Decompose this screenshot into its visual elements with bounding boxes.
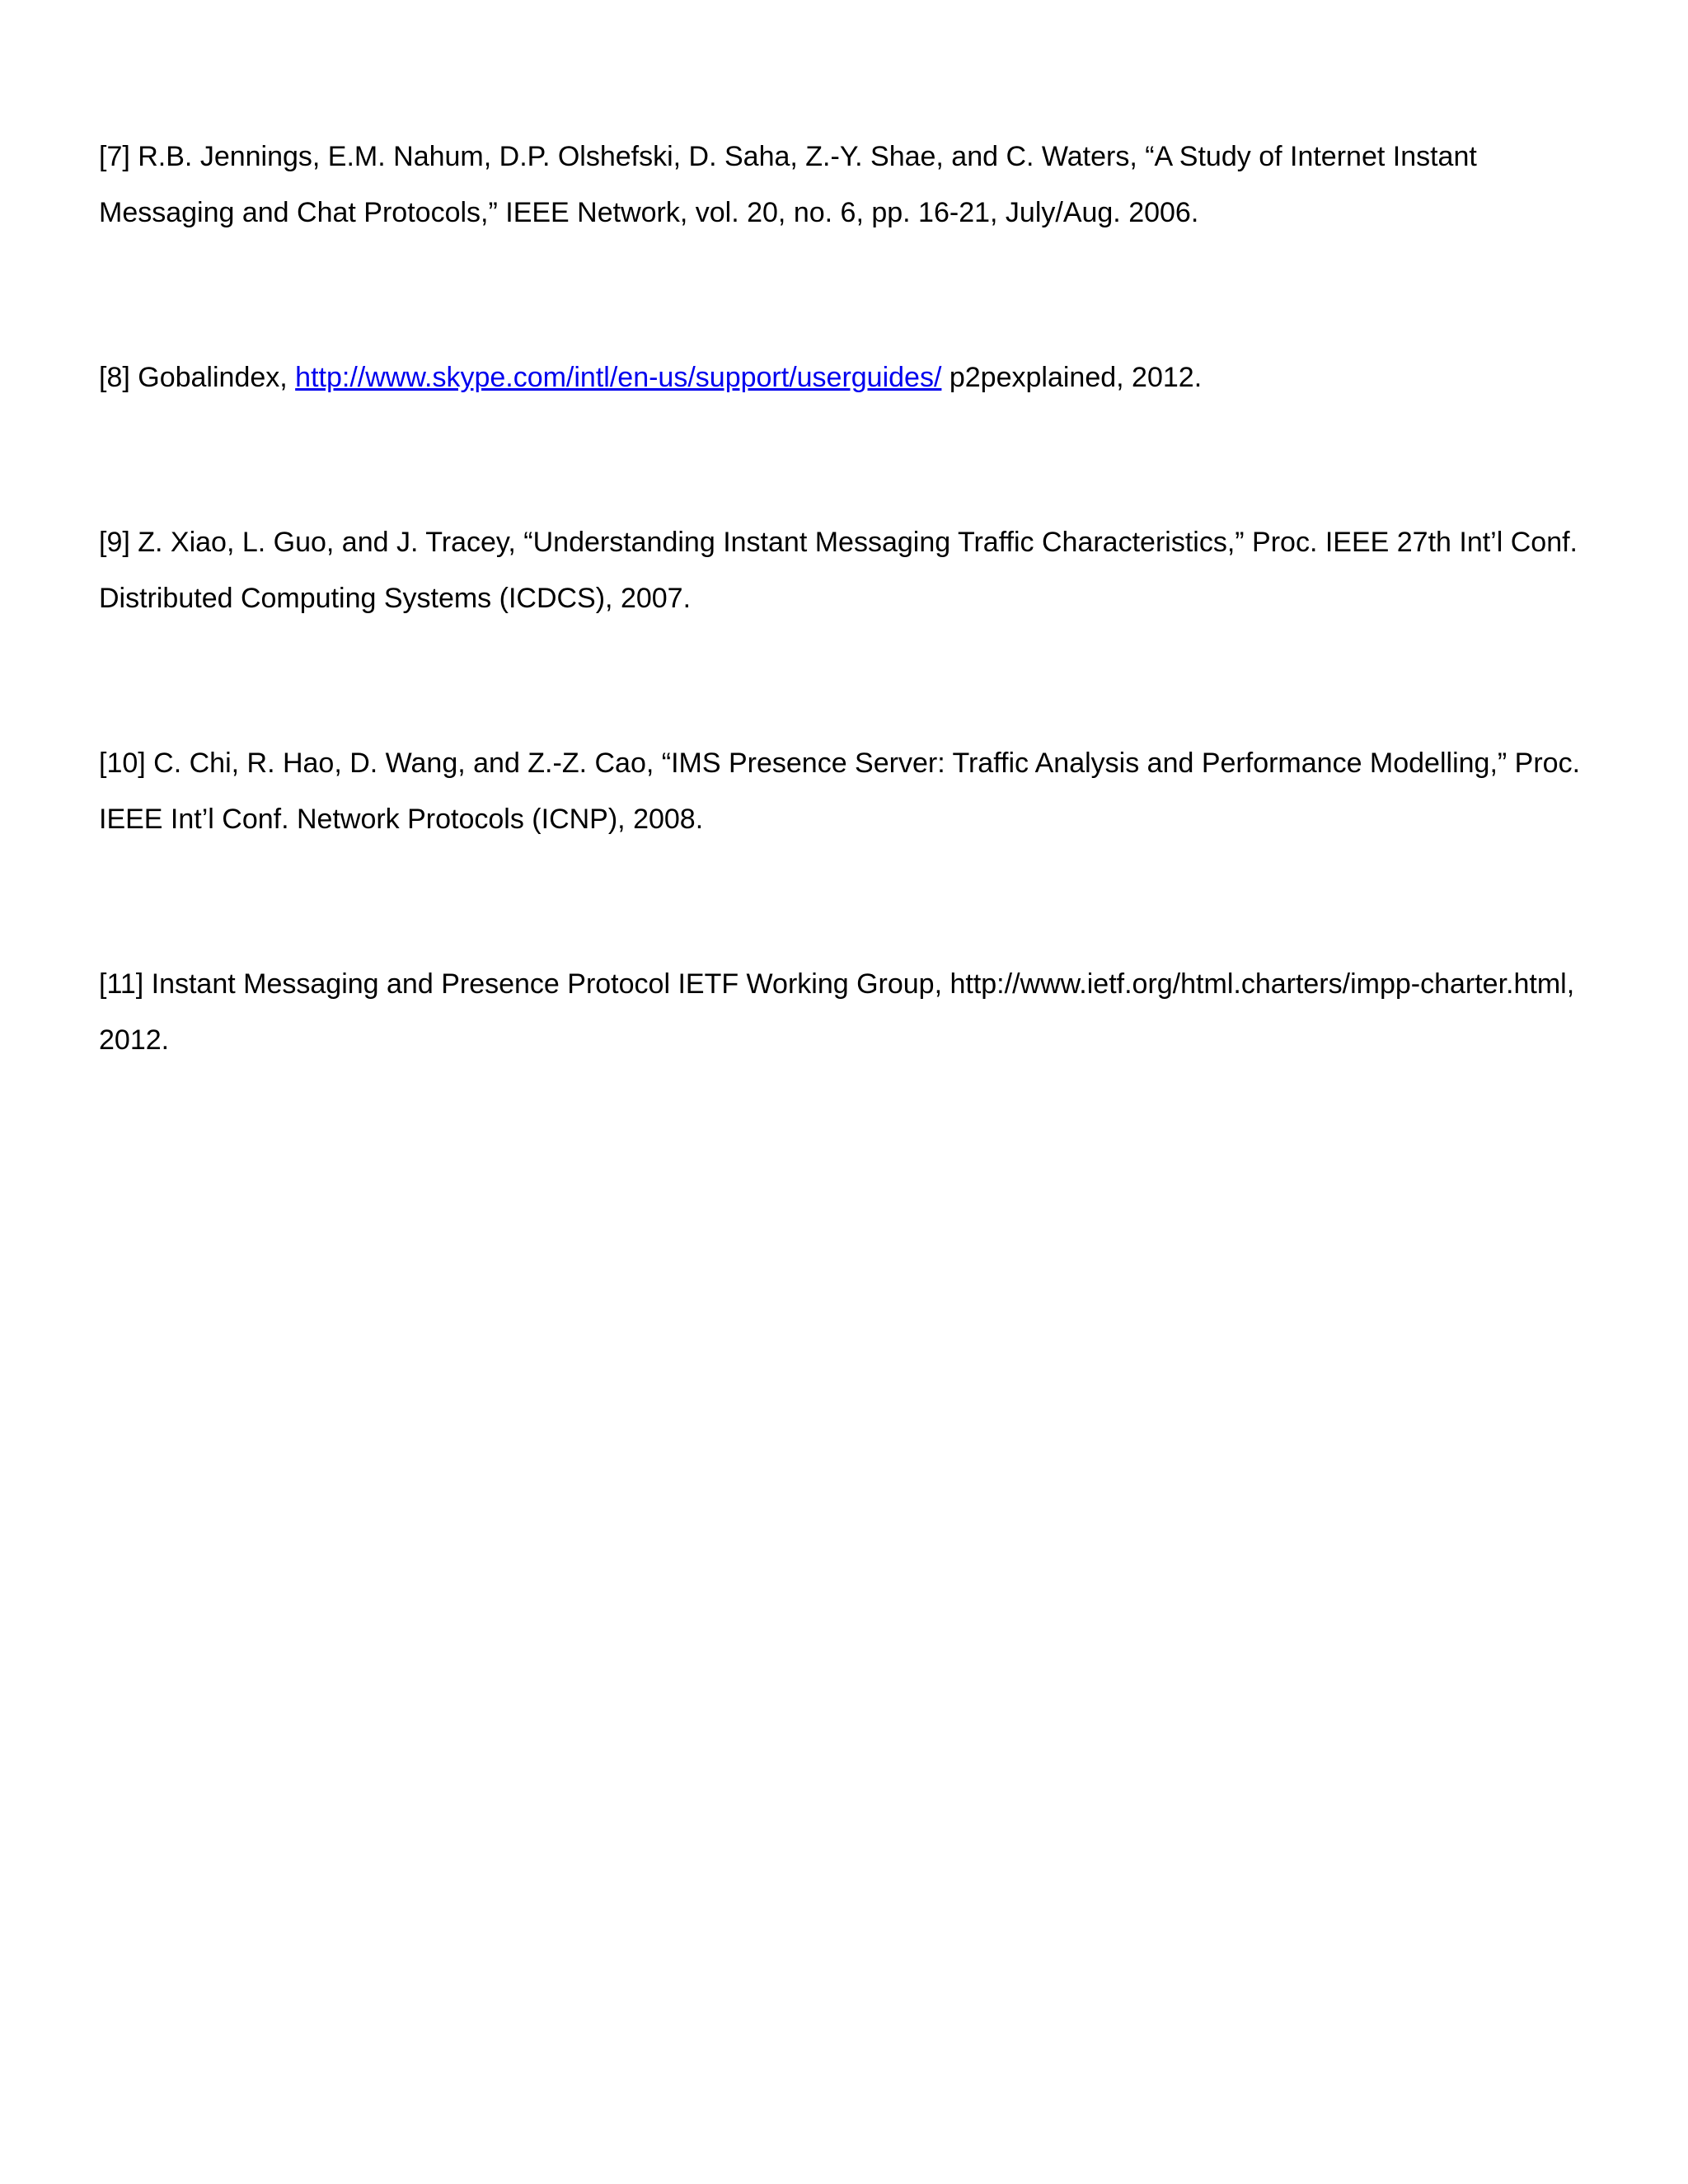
reference-item-10: [10] C. Chi, R. Hao, D. Wang, and Z.-Z. Cao, “IMS Presence Server: Traffic Analysis and Performance Modelling,” Proc. IEEE Int’l Conf. Network Protocols (ICNP), 2008.: [99, 748, 1581, 835]
reference-item-11: [11] Instant Messaging and Presence Protocol IETF Working Group, http://www.ietf.org/html.charters/impp-charter.html, 2012.: [99, 968, 1575, 1056]
reference-item-7: [7] R.B. Jennings, E.M. Nahum, D.P. Olshefski, D. Saha, Z.-Y. Shae, and C. Waters, “A Study of Internet Instant Messaging and Chat Protocols,” IEEE Network, vol. 20, no. 6, pp. 16-21, July/Aug. 2006.: [99, 141, 1477, 228]
reference-item-8: [99, 349, 1582, 405]
skype-userguides-link[interactable]: http://www.skype.com/intl/en-us/support/userguides/: [295, 362, 942, 393]
reference-8-prefix: [8] Gobalindex,: [99, 362, 296, 393]
reference-list: [99, 129, 1582, 1177]
reference-item-9: [9] Z. Xiao, L. Guo, and J. Tracey, “Understanding Instant Messaging Traffic Characteristics,” Proc. IEEE 27th Int’l Conf. Distributed Computing Systems (ICDCS), 2007.: [99, 527, 1578, 614]
reference-8-suffix: p2pexplained, 2012.: [941, 362, 1203, 393]
